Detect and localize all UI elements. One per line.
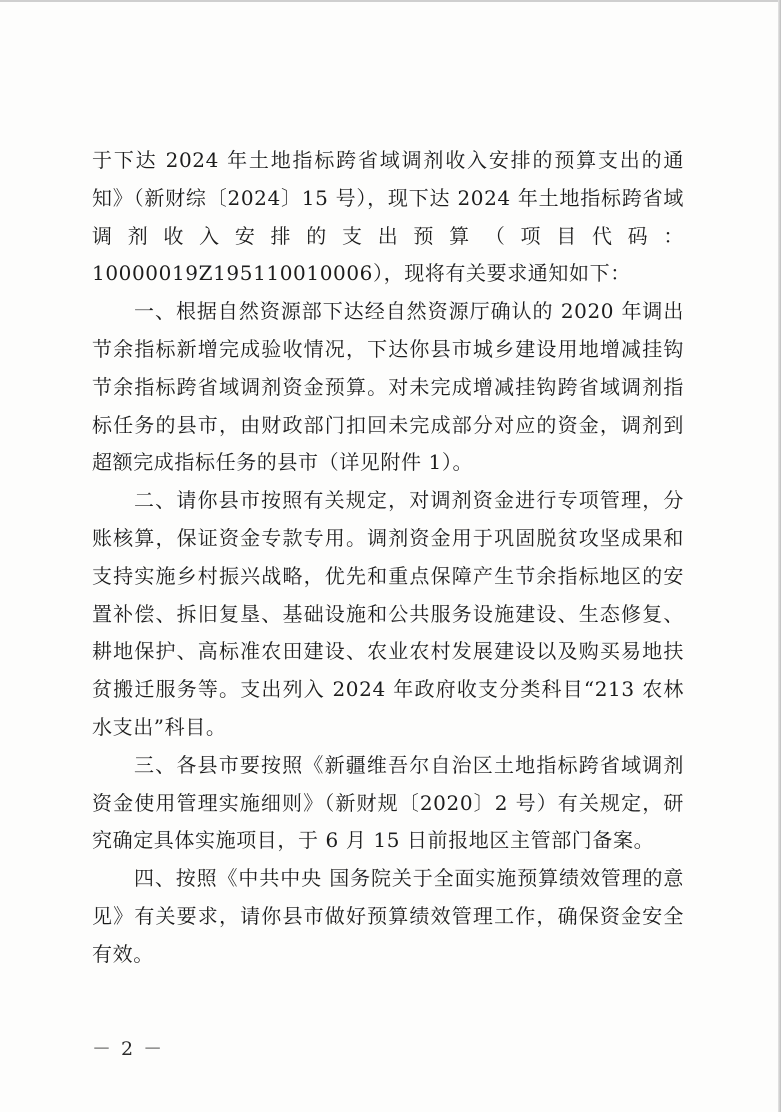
paragraph-notice-continuation: 于下达 2024 年土地指标跨省域调剂收入安排的预算支出的通知》（新财综〔2024〕15 号），现下达 2024 年土地指标跨省域调剂收入安排的支出预算（项目代码：10000019Z195110010006），现将有关要求通知如下：: [92, 148, 684, 286]
paragraph-item-one: 一、根据自然资源部下达经自然资源厅确认的 2020 年调出节余指标新增完成验收情况，下达你县市城乡建设用地增减挂钩节余指标跨省域调剂资金预算。对未完成增减挂钩跨省域调剂指标任务的县市，由财政部门扣回未完成部分对应的资金，调剂到超额完成指标任务的县市（详见附件 1）。: [92, 299, 684, 475]
document-body: [92, 142, 684, 974]
paragraph-item-three: 三、各县市要按照《新疆维吾尔自治区土地指标跨省域调剂资金使用管理实施细则》（新财规〔2020〕2 号）有关规定，研究确定具体实施项目，于 6 月 15 日前报地区主管部门备案。: [92, 752, 684, 853]
paragraph-item-two: 二、请你县市按照有关规定，对调剂资金进行专项管理，分账核算，保证资金专款专用。调剂资金用于巩固脱贫攻坚成果和支持实施乡村振兴战略，优先和重点保障产生节余指标地区的安置补偿、拆旧复垦、基础设施和公共服务设施建设、生态修复、耕地保护、高标准农田建设、农业农村发展建设以及购买易地扶贫搬迁服务等。支出列入 2024 年政府收支分类科目“213 农林水支出”科目。: [92, 488, 684, 739]
page-number: － 2 －: [92, 1038, 165, 1060]
scan-edge-top: [0, 0, 781, 2]
paragraph-item-four: 四、按照《中共中央 国务院关于全面实施预算绩效管理的意见》有关要求，请你县市做好预算绩效管理工作，确保资金安全有效。: [92, 866, 684, 966]
